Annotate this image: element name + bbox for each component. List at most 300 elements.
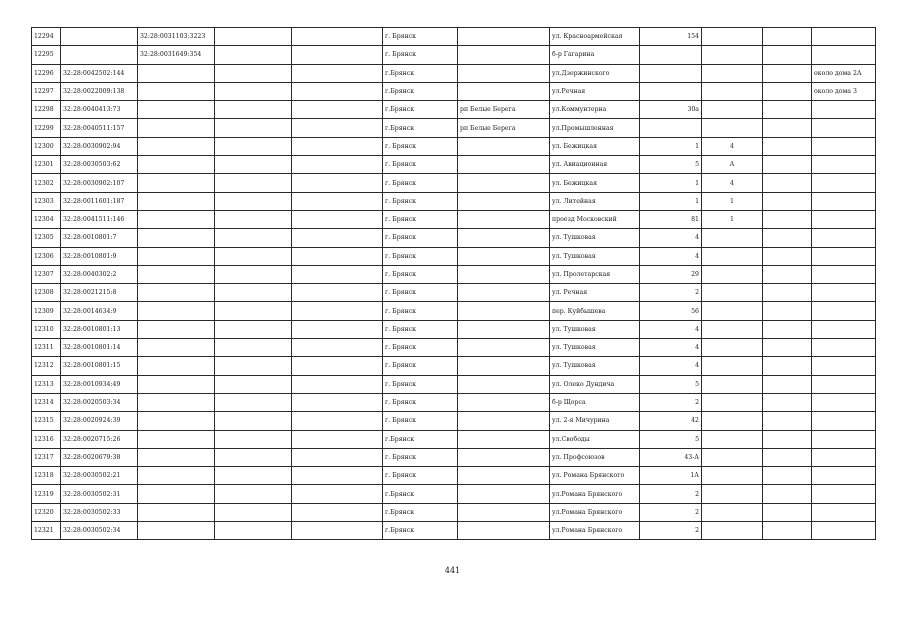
city-cell: г. Брянск [383, 320, 458, 338]
row-number-cell: 12303 [32, 192, 61, 210]
settlement-cell [458, 302, 550, 320]
house-number-cell: 2 [640, 393, 702, 411]
note-cell [812, 174, 876, 192]
row-number-cell: 12308 [32, 284, 61, 302]
empty-cell [763, 210, 812, 228]
empty-cell [763, 448, 812, 466]
cadastral-number-cell: 32:28:0020679:38 [61, 448, 138, 466]
city-cell: г.Брянск [383, 64, 458, 82]
empty-cell [763, 265, 812, 283]
row-number-cell: 12314 [32, 393, 61, 411]
row-number-cell: 12319 [32, 485, 61, 503]
table-row [32, 412, 876, 430]
cadastral-number-alt-cell [138, 247, 215, 265]
cadastral-number-cell: 32:28:0040413:73 [61, 101, 138, 119]
note-cell [812, 210, 876, 228]
row-number-cell: 12296 [32, 64, 61, 82]
note-cell [812, 412, 876, 430]
settlement-cell [458, 503, 550, 521]
empty-cell [763, 320, 812, 338]
city-cell: г. Брянск [383, 265, 458, 283]
empty-cell [292, 137, 383, 155]
cadastral-number-cell: 32:28:0030902:94 [61, 137, 138, 155]
settlement-cell [458, 265, 550, 283]
settlement-cell [458, 64, 550, 82]
empty-cell [215, 192, 292, 210]
house-number-cell: 1А [640, 467, 702, 485]
empty-cell [215, 46, 292, 64]
building-cell [702, 284, 763, 302]
cadastral-number-alt-cell [138, 229, 215, 247]
city-cell: г. Брянск [383, 156, 458, 174]
settlement-cell [458, 174, 550, 192]
empty-cell [292, 156, 383, 174]
building-cell [702, 265, 763, 283]
page-number: 441 [444, 566, 461, 575]
table-row [32, 485, 876, 503]
house-number-cell: 1 [640, 137, 702, 155]
empty-cell [763, 393, 812, 411]
house-number-cell: 4 [640, 320, 702, 338]
settlement-cell [458, 320, 550, 338]
empty-cell [292, 522, 383, 540]
cadastral-number-alt-cell [138, 137, 215, 155]
street-cell: ул. Тушковая [550, 247, 640, 265]
table-row [32, 229, 876, 247]
note-cell [812, 357, 876, 375]
note-cell [812, 430, 876, 448]
city-cell: г. Брянск [383, 192, 458, 210]
settlement-cell [458, 28, 550, 46]
table-row [32, 101, 876, 119]
building-cell [702, 229, 763, 247]
settlement-cell [458, 137, 550, 155]
row-number-cell: 12302 [32, 174, 61, 192]
building-cell [702, 247, 763, 265]
cadastral-number-alt-cell [138, 503, 215, 521]
note-cell [812, 101, 876, 119]
row-number-cell: 12310 [32, 320, 61, 338]
empty-cell [763, 430, 812, 448]
street-cell: пер. Куйбышева [550, 302, 640, 320]
table-row [32, 265, 876, 283]
street-cell: ул. Литейная [550, 192, 640, 210]
cadastral-number-cell: 32:28:0040511:157 [61, 119, 138, 137]
row-number-cell: 12320 [32, 503, 61, 521]
street-cell: ул. Тушковая [550, 320, 640, 338]
empty-cell [215, 119, 292, 137]
building-cell [702, 485, 763, 503]
house-number-cell: 4 [640, 247, 702, 265]
cadastral-number-cell: 32:28:0010934:49 [61, 375, 138, 393]
row-number-cell: 12300 [32, 137, 61, 155]
cadastral-number-alt-cell: 32:28:0031649:354 [138, 46, 215, 64]
table-row [32, 137, 876, 155]
settlement-cell [458, 156, 550, 174]
city-cell: г. Брянск [383, 448, 458, 466]
cadastral-number-cell: 32:28:0010801:14 [61, 339, 138, 357]
note-cell [812, 28, 876, 46]
empty-cell [763, 284, 812, 302]
building-cell [702, 503, 763, 521]
table-row [32, 156, 876, 174]
city-cell: г.Брянск [383, 82, 458, 100]
empty-cell [292, 46, 383, 64]
table-row [32, 503, 876, 521]
house-number-cell: 1 [640, 174, 702, 192]
settlement-cell [458, 393, 550, 411]
row-number-cell: 12312 [32, 357, 61, 375]
table-row [32, 375, 876, 393]
street-cell: ул. Бежицкая [550, 137, 640, 155]
city-cell: г. Брянск [383, 375, 458, 393]
street-cell: ул. Олеко Дундича [550, 375, 640, 393]
table-row [32, 82, 876, 100]
empty-cell [215, 320, 292, 338]
house-number-cell: 4 [640, 229, 702, 247]
building-cell: 4 [702, 137, 763, 155]
empty-cell [292, 174, 383, 192]
building-cell: 1 [702, 192, 763, 210]
settlement-cell [458, 210, 550, 228]
row-number-cell: 12304 [32, 210, 61, 228]
cadastral-number-cell: 32:28:0010801:15 [61, 357, 138, 375]
note-cell [812, 467, 876, 485]
row-number-cell: 12301 [32, 156, 61, 174]
empty-cell [215, 522, 292, 540]
cadastral-number-cell: 32:28:0022009:138 [61, 82, 138, 100]
empty-cell [292, 64, 383, 82]
cadastral-number-cell: 32:28:0041511:146 [61, 210, 138, 228]
cadastral-number-alt-cell [138, 101, 215, 119]
note-cell [812, 247, 876, 265]
settlement-cell [458, 46, 550, 64]
settlement-cell [458, 430, 550, 448]
settlement-cell [458, 192, 550, 210]
note-cell: около дома 3 [812, 82, 876, 100]
building-cell [702, 46, 763, 64]
settlement-cell [458, 485, 550, 503]
settlement-cell [458, 467, 550, 485]
settlement-cell [458, 412, 550, 430]
street-cell: ул. 2-я Мичурина [550, 412, 640, 430]
house-number-cell: 42 [640, 412, 702, 430]
street-cell: ул.Романа Брянского [550, 503, 640, 521]
empty-cell [215, 339, 292, 357]
city-cell: г.Брянск [383, 503, 458, 521]
settlement-cell [458, 522, 550, 540]
settlement-cell: рп Белые Берега [458, 101, 550, 119]
empty-cell [292, 101, 383, 119]
city-cell: г. Брянск [383, 467, 458, 485]
cadastral-number-alt-cell [138, 339, 215, 357]
table-row [32, 192, 876, 210]
street-cell: ул. Тушковая [550, 339, 640, 357]
note-cell [812, 393, 876, 411]
note-cell [812, 229, 876, 247]
cadastral-number-cell: 32:28:0010801:7 [61, 229, 138, 247]
street-cell: ул. Романа Брянского [550, 467, 640, 485]
empty-cell [215, 375, 292, 393]
house-number-cell [640, 82, 702, 100]
row-number-cell: 12311 [32, 339, 61, 357]
empty-cell [215, 357, 292, 375]
note-cell [812, 119, 876, 137]
building-cell [702, 467, 763, 485]
empty-cell [763, 192, 812, 210]
empty-cell [215, 229, 292, 247]
empty-cell [215, 210, 292, 228]
empty-cell [215, 485, 292, 503]
city-cell: г. Брянск [383, 284, 458, 302]
cadastral-number-alt-cell [138, 210, 215, 228]
empty-cell [292, 28, 383, 46]
cadastral-number-alt-cell [138, 448, 215, 466]
empty-cell [292, 357, 383, 375]
table-row [32, 357, 876, 375]
house-number-cell: 2 [640, 503, 702, 521]
building-cell [702, 320, 763, 338]
cadastral-number-alt-cell [138, 119, 215, 137]
row-number-cell: 12305 [32, 229, 61, 247]
empty-cell [215, 156, 292, 174]
settlement-cell [458, 284, 550, 302]
empty-cell [292, 467, 383, 485]
street-cell: б-р Щорса [550, 393, 640, 411]
building-cell [702, 375, 763, 393]
street-cell: ул.Коммунтерна [550, 101, 640, 119]
house-number-cell [640, 46, 702, 64]
house-number-cell [640, 119, 702, 137]
row-number-cell: 12297 [32, 82, 61, 100]
city-cell: г. Брянск [383, 412, 458, 430]
building-cell [702, 28, 763, 46]
table-row [32, 46, 876, 64]
house-number-cell: 1 [640, 192, 702, 210]
house-number-cell: 4 [640, 339, 702, 357]
empty-cell [292, 448, 383, 466]
table-row [32, 320, 876, 338]
row-number-cell: 12316 [32, 430, 61, 448]
cadastral-number-cell: 32:28:0020715:26 [61, 430, 138, 448]
cadastral-number-alt-cell [138, 430, 215, 448]
note-cell [812, 375, 876, 393]
table-row [32, 174, 876, 192]
empty-cell [763, 503, 812, 521]
row-number-cell: 12294 [32, 28, 61, 46]
empty-cell [763, 46, 812, 64]
street-cell: ул. Красноармейская [550, 28, 640, 46]
cadastral-number-alt-cell [138, 412, 215, 430]
building-cell [702, 119, 763, 137]
cadastral-number-alt-cell [138, 522, 215, 540]
settlement-cell [458, 375, 550, 393]
building-cell [702, 522, 763, 540]
empty-cell [215, 467, 292, 485]
table-row [32, 430, 876, 448]
street-cell: ул.Свободы [550, 430, 640, 448]
street-cell: ул.Дзержинского [550, 64, 640, 82]
table-row [32, 467, 876, 485]
table-row [32, 522, 876, 540]
cadastral-number-alt-cell [138, 192, 215, 210]
street-cell: ул.Романа Брянского [550, 485, 640, 503]
empty-cell [292, 247, 383, 265]
house-number-cell: 5 [640, 375, 702, 393]
empty-cell [763, 137, 812, 155]
empty-cell [292, 393, 383, 411]
street-cell: ул. Тушковая [550, 229, 640, 247]
empty-cell [215, 137, 292, 155]
empty-cell [292, 192, 383, 210]
cadastral-number-alt-cell [138, 357, 215, 375]
empty-cell [292, 503, 383, 521]
settlement-cell [458, 357, 550, 375]
empty-cell [292, 119, 383, 137]
house-number-cell: 2 [640, 522, 702, 540]
building-cell [702, 82, 763, 100]
settlement-cell [458, 339, 550, 357]
cadastral-number-cell: 32:28:0030502:34 [61, 522, 138, 540]
cadastral-number-alt-cell [138, 174, 215, 192]
note-cell [812, 46, 876, 64]
empty-cell [215, 430, 292, 448]
city-cell: г.Брянск [383, 485, 458, 503]
row-number-cell: 12318 [32, 467, 61, 485]
street-cell: б-р Гагарина [550, 46, 640, 64]
cadastral-number-cell [61, 28, 138, 46]
note-cell [812, 265, 876, 283]
cadastral-number-cell: 32:28:0030503:62 [61, 156, 138, 174]
cadastral-number-cell: 32:28:0030902:107 [61, 174, 138, 192]
row-number-cell: 12317 [32, 448, 61, 466]
empty-cell [292, 375, 383, 393]
street-cell: ул.Промышленная [550, 119, 640, 137]
row-number-cell: 12315 [32, 412, 61, 430]
empty-cell [292, 412, 383, 430]
street-cell: ул. Тушковая [550, 357, 640, 375]
empty-cell [763, 375, 812, 393]
city-cell: г. Брянск [383, 210, 458, 228]
empty-cell [292, 229, 383, 247]
row-number-cell: 12313 [32, 375, 61, 393]
empty-cell [215, 393, 292, 411]
house-number-cell: 30а [640, 101, 702, 119]
note-cell [812, 448, 876, 466]
city-cell: г. Брянск [383, 137, 458, 155]
building-cell [702, 357, 763, 375]
city-cell: г. Брянск [383, 229, 458, 247]
street-cell: ул.Речная [550, 82, 640, 100]
empty-cell [763, 247, 812, 265]
building-cell [702, 302, 763, 320]
cadastral-number-cell: 32:28:0020503:34 [61, 393, 138, 411]
cadastral-number-alt-cell [138, 393, 215, 411]
empty-cell [763, 119, 812, 137]
table-row [32, 210, 876, 228]
empty-cell [215, 64, 292, 82]
empty-cell [292, 485, 383, 503]
cadastral-number-cell: 32:28:0010801:9 [61, 247, 138, 265]
note-cell [812, 302, 876, 320]
settlement-cell [458, 82, 550, 100]
table-row [32, 247, 876, 265]
house-number-cell: 81 [640, 210, 702, 228]
street-cell: ул.Романа Брянского [550, 522, 640, 540]
cadastral-number-cell: 32:28:0042502:144 [61, 64, 138, 82]
cadastral-number-cell: 32:28:0030502:31 [61, 485, 138, 503]
cadastral-number-alt-cell [138, 156, 215, 174]
empty-cell [763, 64, 812, 82]
city-cell: г. Брянск [383, 46, 458, 64]
settlement-cell [458, 247, 550, 265]
city-cell: г. Брянск [383, 174, 458, 192]
house-number-cell: 4 [640, 357, 702, 375]
empty-cell [215, 503, 292, 521]
table-body [32, 28, 876, 540]
cadastral-number-cell: 32:28:0021215:8 [61, 284, 138, 302]
row-number-cell: 12295 [32, 46, 61, 64]
table-row [32, 339, 876, 357]
cadastral-number-alt-cell [138, 284, 215, 302]
empty-cell [215, 82, 292, 100]
table-row [32, 119, 876, 137]
building-cell [702, 412, 763, 430]
cadastral-number-cell: 32:28:0040302:2 [61, 265, 138, 283]
street-cell: проезд Московский [550, 210, 640, 228]
cadastral-number-cell: 32:28:0030502:21 [61, 467, 138, 485]
empty-cell [292, 302, 383, 320]
empty-cell [763, 101, 812, 119]
empty-cell [763, 485, 812, 503]
building-cell: 1 [702, 210, 763, 228]
empty-cell [215, 247, 292, 265]
city-cell: г.Брянск [383, 119, 458, 137]
empty-cell [215, 174, 292, 192]
house-number-cell: 2 [640, 485, 702, 503]
city-cell: г.Брянск [383, 101, 458, 119]
house-number-cell: 5 [640, 156, 702, 174]
empty-cell [292, 320, 383, 338]
cadastral-number-alt-cell [138, 485, 215, 503]
street-cell: ул. Пролетарская [550, 265, 640, 283]
cadastral-number-cell: 32:28:0020924:39 [61, 412, 138, 430]
cadastral-number-alt-cell [138, 375, 215, 393]
table-row [32, 28, 876, 46]
cadastral-number-cell: 32:28:0030502:33 [61, 503, 138, 521]
building-cell [702, 101, 763, 119]
street-cell: ул. Профсоюзов [550, 448, 640, 466]
note-cell [812, 320, 876, 338]
table-row [32, 284, 876, 302]
building-cell [702, 339, 763, 357]
note-cell [812, 503, 876, 521]
cadastral-number-cell: 32:28:0011601:187 [61, 192, 138, 210]
cadastral-number-alt-cell [138, 265, 215, 283]
table-row [32, 448, 876, 466]
row-number-cell: 12321 [32, 522, 61, 540]
empty-cell [215, 28, 292, 46]
cadastral-number-alt-cell [138, 82, 215, 100]
row-number-cell: 12307 [32, 265, 61, 283]
empty-cell [292, 284, 383, 302]
empty-cell [215, 265, 292, 283]
register-table [31, 27, 876, 540]
empty-cell [763, 467, 812, 485]
city-cell: г.Брянск [383, 430, 458, 448]
note-cell [812, 485, 876, 503]
empty-cell [763, 357, 812, 375]
